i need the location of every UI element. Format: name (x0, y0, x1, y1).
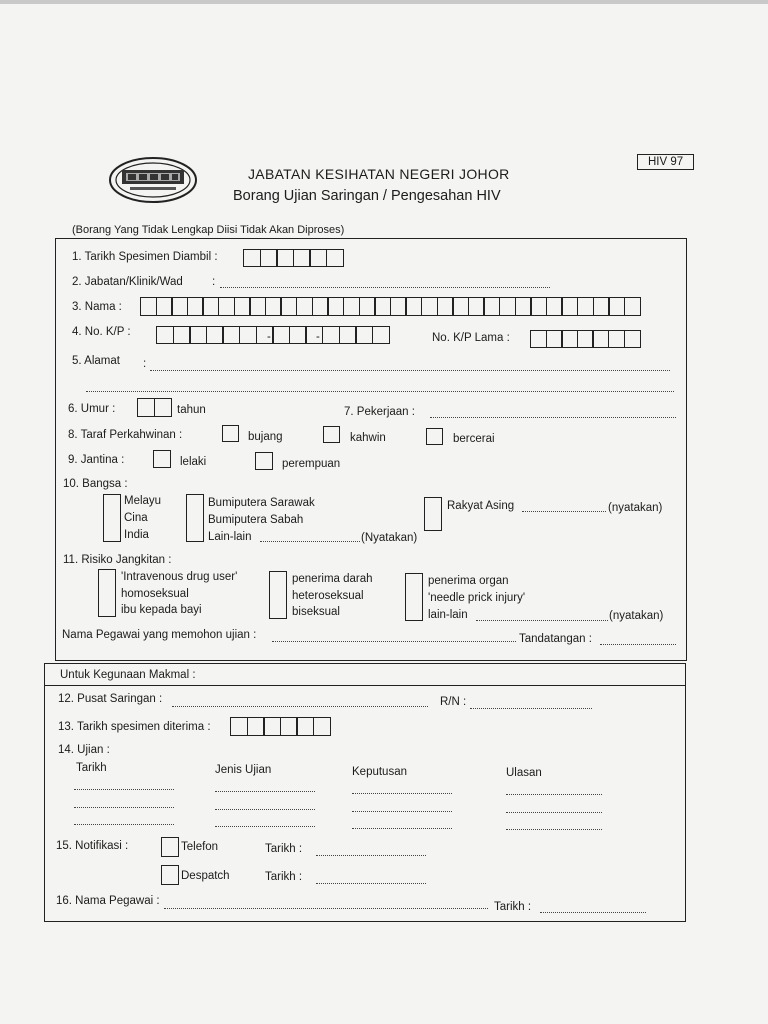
field-6-label: 6. Umur : (68, 403, 116, 415)
rn-field[interactable] (470, 698, 592, 709)
risk-penerima-organ: penerima organ (428, 575, 509, 587)
field-16-label: 16. Nama Pegawai : (56, 895, 160, 907)
notify-despatch-tarikh-label: Tarikh : (265, 871, 303, 883)
age-unit: tahun (177, 404, 206, 416)
notify-telefon-label: Telefon (181, 841, 219, 853)
risk-penerima-darah: penerima darah (292, 573, 373, 585)
lab-use-heading: Untuk Kegunaan Makmal : (60, 669, 196, 681)
screening-centre-field[interactable] (172, 696, 428, 707)
field-10-label: 10. Bangsa : (63, 478, 128, 490)
field-12-label: 12. Pusat Saringan : (58, 693, 163, 705)
notify-despatch-label: Despatch (181, 870, 230, 882)
race-foreign-field[interactable] (522, 501, 606, 512)
race-bumi-sarawak: Bumiputera Sarawak (208, 497, 315, 509)
field-15-label: 15. Notifikasi : (56, 840, 129, 852)
test-row2-tarikh[interactable] (74, 797, 174, 808)
marital-bercerai-checkbox[interactable] (426, 428, 443, 445)
field-13-label: 13. Tarikh spesimen diterima : (58, 721, 211, 733)
received-date-boxes[interactable] (230, 717, 330, 736)
marital-bujang-label: bujang (248, 431, 283, 443)
race-cina: Cina (124, 512, 148, 524)
test-row3-jenis[interactable] (215, 816, 315, 827)
test-row2-jenis[interactable] (215, 799, 315, 810)
department-field[interactable] (220, 277, 550, 288)
officer-tarikh-label: Tarikh : (494, 901, 532, 913)
rn-label: R/N : (440, 696, 467, 708)
gender-perempuan-label: perempuan (282, 458, 341, 470)
risk-other-field[interactable] (476, 610, 608, 621)
race-bumi-sabah: Bumiputera Sabah (208, 514, 304, 526)
form-title: Borang Ujian Saringan / Pengesahan HIV (233, 188, 501, 204)
field-5-label: 5. Alamat (72, 355, 120, 367)
field-14-label: 14. Ujian : (58, 744, 110, 756)
test-row2-keputusan[interactable] (352, 801, 452, 812)
field-2-label: 2. Jabatan/Klinik/Wad (72, 276, 183, 288)
race-lain-lain: Lain-lain (208, 531, 252, 543)
race-india: India (124, 529, 149, 541)
marital-kahwin-checkbox[interactable] (323, 426, 340, 443)
test-row3-tarikh[interactable] (74, 814, 174, 825)
gender-lelaki-label: lelaki (180, 456, 207, 468)
field-2-colon: : (212, 276, 216, 288)
risk-ibu-bayi: ibu kepada bayi (121, 604, 202, 616)
officer-tarikh-field[interactable] (540, 902, 646, 913)
name-boxes[interactable] (140, 297, 640, 316)
test-row2-ulasan[interactable] (506, 802, 602, 813)
risk-heteroseksual: heteroseksual (292, 590, 364, 602)
section-b-divider (44, 685, 686, 686)
race-foreign-label: Rakyat Asing (447, 500, 515, 512)
field-1-label: 1. Tarikh Spesimen Diambil : (72, 251, 218, 263)
signature-label: Tandatangan : (519, 633, 592, 645)
requester-label: Nama Pegawai yang memohon ujian : (62, 629, 257, 641)
gender-perempuan-checkbox[interactable] (255, 452, 273, 470)
race-foreign-checkbox[interactable] (424, 497, 442, 531)
specimen-date-boxes[interactable] (243, 249, 343, 267)
signature-field[interactable] (600, 634, 676, 645)
race-col2-checkboxes[interactable] (186, 494, 204, 542)
field-4-label: 4. No. K/P : (72, 326, 131, 338)
occupation-field[interactable] (430, 407, 676, 418)
marital-bujang-checkbox[interactable] (222, 425, 239, 442)
notify-telefon-tarikh-field[interactable] (316, 845, 426, 856)
test-col-tarikh: Tarikh (76, 762, 107, 774)
age-boxes[interactable] (137, 398, 170, 417)
race-other-field[interactable] (260, 531, 360, 542)
test-row3-ulasan[interactable] (506, 819, 602, 830)
gender-lelaki-checkbox[interactable] (153, 450, 171, 468)
test-row1-ulasan[interactable] (506, 784, 602, 795)
old-ic-boxes[interactable] (530, 330, 639, 348)
field-7-label: 7. Pekerjaan : (344, 406, 415, 418)
address-line-2[interactable] (86, 381, 674, 392)
test-col-jenis: Jenis Ujian (215, 764, 272, 776)
page-top-edge (0, 0, 768, 4)
race-foreign-nyatakan: (nyatakan) (608, 502, 663, 514)
risk-col1-checkboxes[interactable] (98, 569, 116, 617)
test-row1-tarikh[interactable] (74, 779, 174, 790)
requester-field[interactable] (272, 631, 516, 642)
risk-lain-lain: lain-lain (428, 609, 468, 621)
org-title: JABATAN KESIHATAN NEGERI JOHOR (248, 166, 510, 182)
notify-telefon-tarikh-label: Tarikh : (265, 843, 303, 855)
test-col-keputusan: Keputusan (352, 766, 407, 778)
risk-other-nyatakan: (nyatakan) (609, 610, 664, 622)
race-col1-checkboxes[interactable] (103, 494, 121, 542)
ic-number-boxes[interactable] (156, 326, 389, 344)
logo (108, 155, 198, 205)
risk-col3-checkboxes[interactable] (405, 573, 423, 621)
test-row1-jenis[interactable] (215, 781, 315, 792)
race-melayu: Melayu (124, 495, 162, 507)
marital-kahwin-label: kahwin (350, 432, 386, 444)
officer-name-field[interactable] (164, 898, 488, 909)
incomplete-note: (Borang Yang Tidak Lengkap Diisi Tidak Akan Diproses) (72, 224, 345, 236)
risk-ivdu: 'Intravenous drug user' (121, 571, 238, 583)
test-col-ulasan: Ulasan (506, 767, 542, 779)
notify-telefon-checkbox[interactable] (161, 837, 179, 857)
race-other-nyatakan: (Nyatakan) (361, 532, 418, 544)
form-code-badge: HIV 97 (637, 154, 694, 170)
field-5-colon: : (143, 358, 147, 370)
field-3-label: 3. Nama : (72, 301, 122, 313)
test-row3-keputusan[interactable] (352, 818, 452, 829)
risk-biseksual: biseksual (292, 606, 340, 618)
field-9-label: 9. Jantina : (68, 454, 125, 466)
field-11-label: 11. Risiko Jangkitan : (63, 554, 172, 566)
ic-dash-1: - (267, 331, 271, 343)
marital-bercerai-label: bercerai (453, 433, 495, 445)
field-8-label: 8. Taraf Perkahwinan : (68, 429, 183, 441)
notify-despatch-checkbox[interactable] (161, 865, 179, 885)
test-row1-keputusan[interactable] (352, 783, 452, 794)
ic-dash-2: - (316, 331, 320, 343)
old-ic-label: No. K/P Lama : (432, 332, 510, 344)
notify-despatch-tarikh-field[interactable] (316, 873, 426, 884)
risk-needle-prick: 'needle prick injury' (428, 592, 526, 604)
address-line-1[interactable] (150, 360, 670, 371)
risk-col2-checkboxes[interactable] (269, 571, 287, 619)
risk-homoseksual: homoseksual (121, 588, 189, 600)
